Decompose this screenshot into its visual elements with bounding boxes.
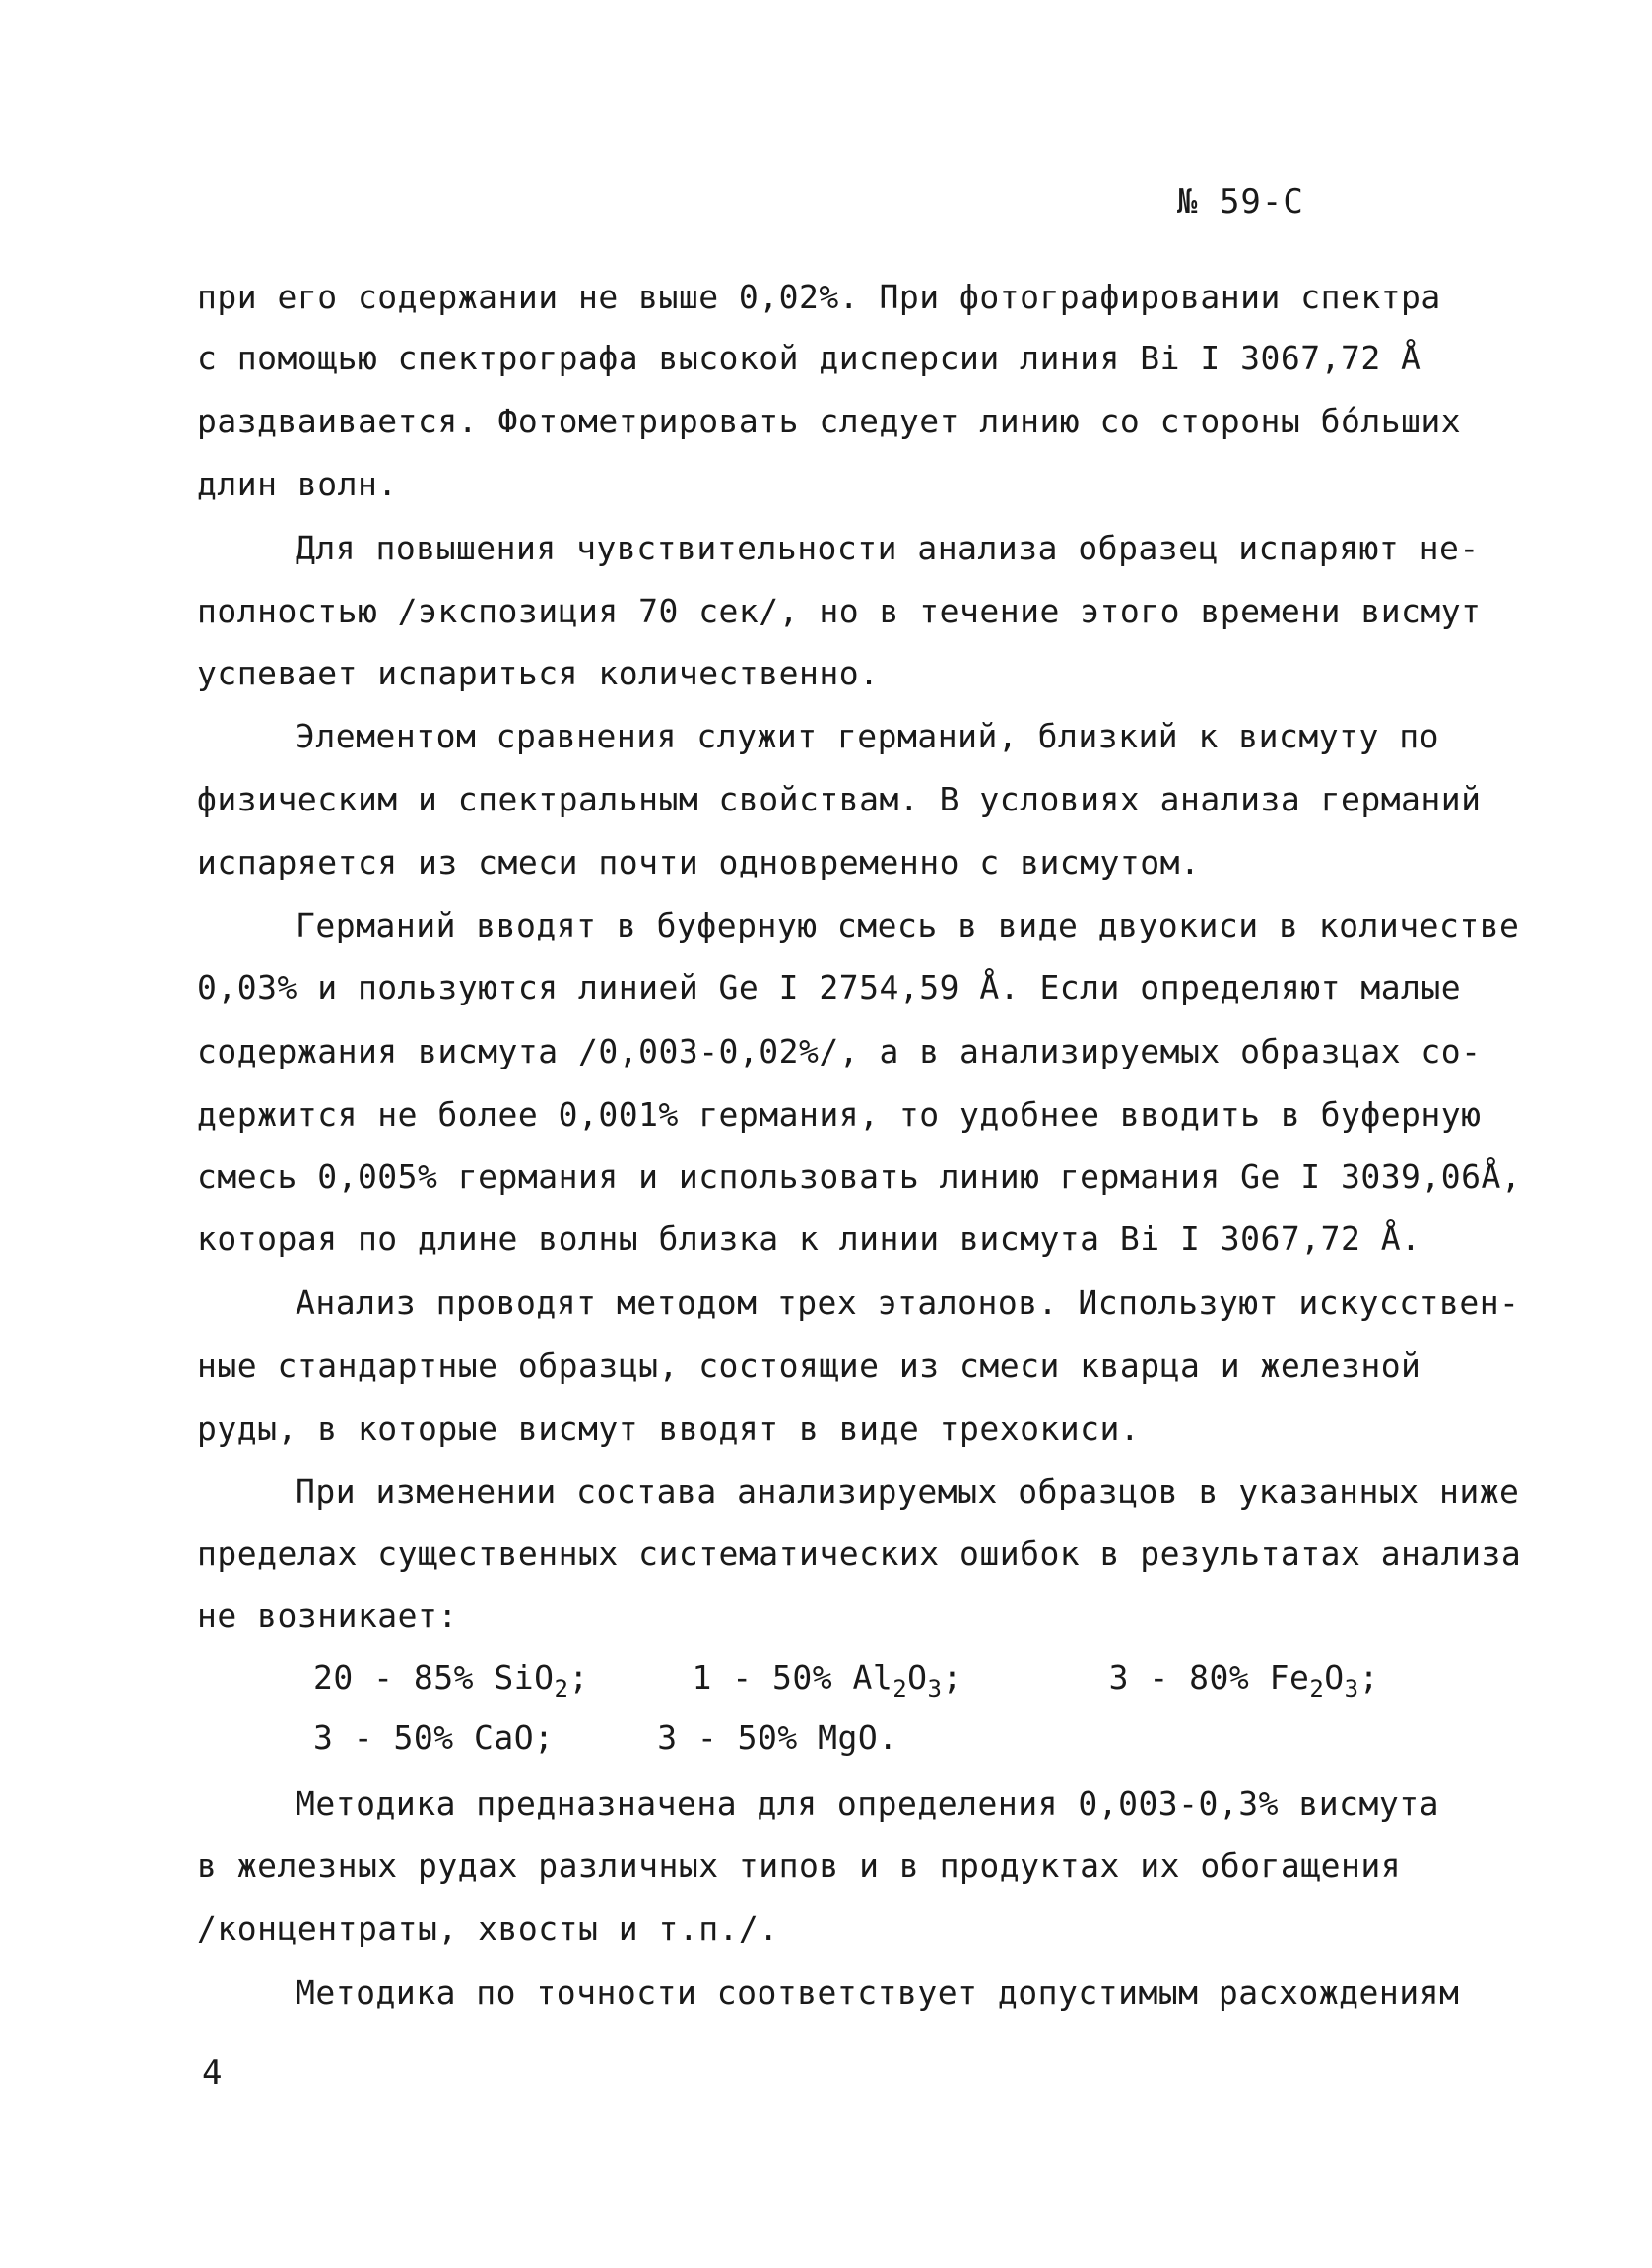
text-line: полностью /экспозиция 70 сек/, но в течение этого времени висмут — [197, 592, 1482, 630]
paragraph-start: Элементом сравнения служит германий, близкий к висмуту по — [296, 717, 1439, 755]
page-number: 4 — [202, 2053, 223, 2093]
text-line: при его содержании не выше 0,02%. При фотографировании спектра — [197, 278, 1441, 316]
text-line: ные стандартные образцы, состоящие из смеси кварца и железной — [197, 1346, 1421, 1385]
text-line: физическим и спектральным свойствам. В условиях анализа германий — [197, 780, 1482, 818]
text-line: пределах существенных систематических ошибок в результатах анализа — [197, 1534, 1522, 1573]
paragraph-start: Методика предназначена для определения 0,003-0,3% висмута — [296, 1784, 1439, 1823]
al2o3-formula: $Al_2O_3$; — [852, 1658, 962, 1703]
mgo-range: 3 - 50% — [657, 1718, 798, 1757]
text-line: с помощью спектрографа высокой дисперсии линия Bi I 3067,72 Å — [197, 339, 1421, 377]
text-line: смесь 0,005% германия и использовать линию германия Ge I 3039,06Å, — [197, 1157, 1522, 1196]
paragraph-start: Методика по точности соответствует допустимым расхождениям — [296, 1974, 1460, 2012]
sio2-formula: SiO$_2$; — [494, 1658, 589, 1703]
cao-formula: CaO; — [473, 1718, 555, 1757]
fe2o3-range: 3 - 80% — [1108, 1658, 1250, 1697]
text-line: в железных рудах различных типов и в продуктах их обогащения — [197, 1847, 1402, 1885]
text-line: руды, в которые висмут вводят в виде трехокиси. — [197, 1409, 1141, 1448]
composition-line-2 — [313, 1718, 898, 1757]
text-line: успевает испариться количественно. — [197, 654, 880, 692]
paragraph-start: Германий вводят в буферную смесь в виде двуокиси в количестве — [296, 906, 1520, 944]
text-line: содержания висмута /0,003-0,02%/, а в анализируемых образцах со- — [197, 1032, 1482, 1070]
paragraph-start: Анализ проводят методом трех эталонов. Используют искусствен- — [296, 1283, 1520, 1322]
al2o3-range: 1 - 50% — [692, 1658, 833, 1697]
mgo-formula: MgO. — [818, 1718, 898, 1757]
paragraph-start: Для повышения чувствительности анализа образец испаряют не- — [296, 529, 1480, 567]
text-line: не возникает: — [197, 1596, 458, 1635]
text-line: раздваивается. Фотометрировать следует линию со стороны бо́льших — [197, 402, 1462, 440]
text-line: длин волн. — [197, 465, 398, 503]
cao-range: 3 - 50% — [313, 1718, 454, 1757]
text-line: которая по длине волны близка к линии висмута Bi I 3067,72 Å. — [197, 1219, 1421, 1258]
sio2-range: 20 - 85% — [313, 1658, 474, 1697]
text-line: 0,03% и пользуются линией Ge I 2754,59 Å. Если определяют малые — [197, 968, 1462, 1006]
fe2o3-formula: $Fe_2O_3$; — [1269, 1658, 1379, 1703]
composition-line-1 — [313, 1658, 1379, 1703]
text-line: испаряется из смеси почти одновременно с висмутом. — [197, 843, 1201, 881]
document-number: № 59-С — [1177, 182, 1304, 222]
paragraph-start: При изменении состава анализируемых образцов в указанных ниже — [296, 1472, 1520, 1511]
text-line: держится не более 0,001% германия, то удобнее вводить в буферную — [197, 1095, 1482, 1134]
text-line: /концентраты, хвосты и т.п./. — [197, 1910, 779, 1948]
